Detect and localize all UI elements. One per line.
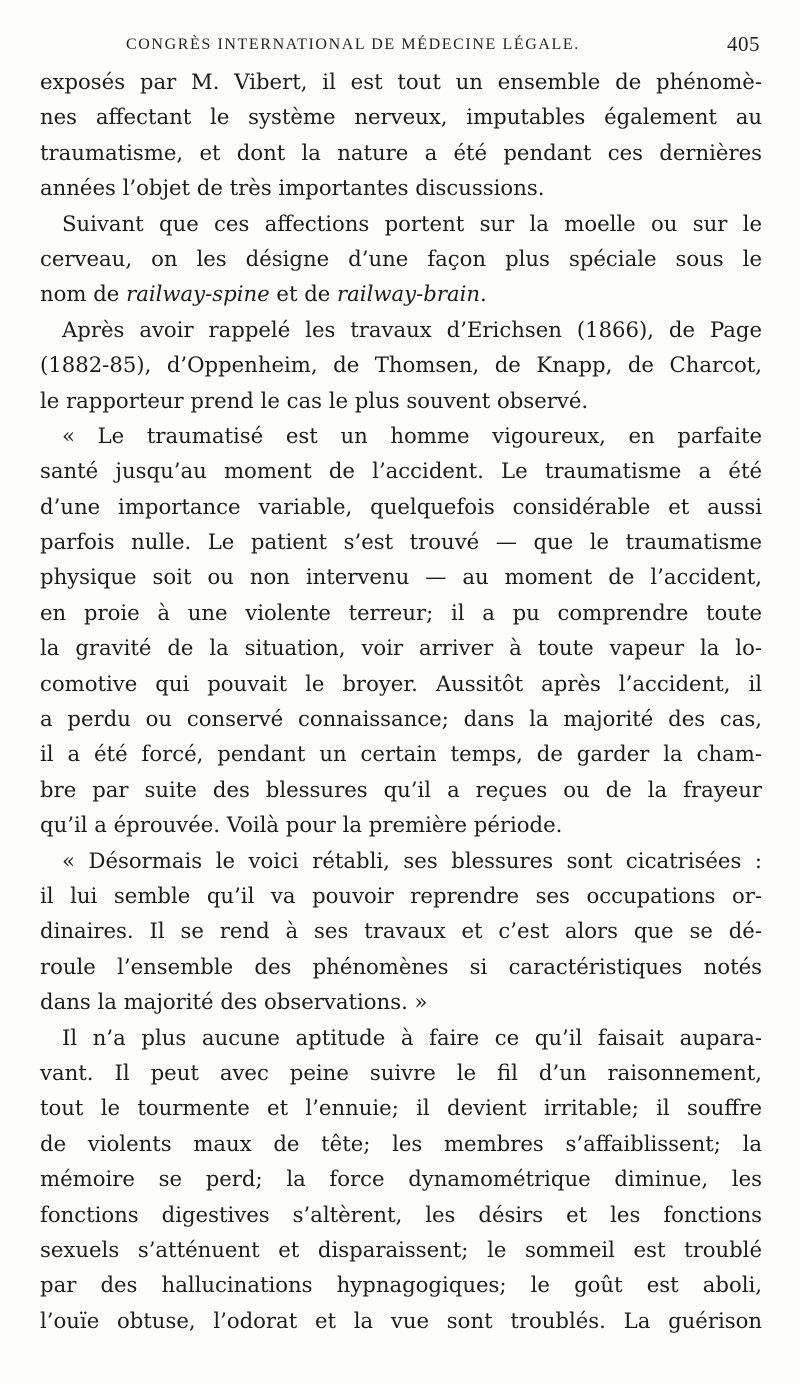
text-line: l’ouïe obtuse, l’odorat et la vue sont troublés. La guérison — [40, 1307, 762, 1333]
text-line: cerveau, on les désigne d’une façon plus spéciale sous le — [40, 245, 762, 271]
text-line: en proie à une violente terreur; il a pu comprendre toute — [40, 599, 762, 625]
paragraph-first-line: Suivant que ces affections portent sur la moelle ou sur le — [62, 210, 762, 236]
running-header — [40, 34, 762, 64]
text-line: mémoire se perd; la force dynamométrique diminue, les — [40, 1166, 762, 1192]
text-fragment: nom de — [40, 281, 127, 307]
paragraph-first-line: « Le traumatisé est un homme vigoureux, en parfaite — [62, 422, 762, 448]
text-line-with-terms — [40, 276, 762, 311]
text-line: sexuels s’atténuent et disparaissent; le sommeil est troublé — [40, 1236, 762, 1262]
paragraph-first-line: Il n’a plus aucune aptitude à faire ce qu’il faisait aupara- — [62, 1024, 762, 1050]
text-line: (1882-85), d’Oppenheim, de Thomsen, de Knapp, de Charcot, — [40, 352, 762, 378]
text-line: bre par suite des blessures qu’il a reçues ou de la frayeur — [40, 776, 762, 802]
text-line: exposés par M. Vibert, il est tout un ensemble de phénomè- — [40, 69, 762, 94]
italic-term: railway-brain — [337, 281, 481, 307]
text-fragment: et de — [269, 281, 338, 307]
text-line: vant. Il peut avec peine suivre le fil d’un raisonnement, — [40, 1059, 762, 1085]
text-line: comotive qui pouvait le broyer. Aussitôt après l’accident, il — [40, 670, 762, 696]
text-line: a perdu ou conservé connaissance; dans la majorité des cas, — [40, 706, 762, 732]
text-line: dinaires. Il se rend à ses travaux et c’est alors que se dé- — [40, 918, 762, 944]
text-line: par des hallucinations hypnagogiques; le goût est aboli, — [40, 1272, 762, 1298]
text-line: roule l’ensemble des phénomènes si caractéristiques notés — [40, 953, 762, 979]
paragraph-first-line: « Désormais le voici rétabli, ses blessures sont cicatrisées : — [62, 847, 762, 873]
text-line: d’une importance variable, quelquefois considérable et aussi — [40, 493, 762, 519]
text-line: physique soit ou non intervenu — au moment de l’accident, — [40, 564, 762, 590]
text-line: santé jusqu’au moment de l’accident. Le traumatisme a été — [40, 458, 762, 484]
text-fragment: . — [480, 281, 487, 307]
running-title: CONGRÈS INTERNATIONAL DE MÉDECINE LÉGALE. — [126, 36, 580, 53]
text-line: dans la majorité des observations. » — [40, 989, 428, 1015]
text-line: de violents maux de tête; les membres s’affaiblissent; la — [40, 1130, 762, 1156]
text-line: fonctions digestives s’altèrent, les désirs et les fonctions — [40, 1201, 762, 1227]
text-line: la gravité de la situation, voir arriver à toute vapeur la lo- — [40, 635, 762, 661]
text-line: il a été forcé, pendant un certain temps, de garder la cham- — [40, 741, 762, 767]
page-body — [40, 64, 762, 1338]
text-line: nes affectant le système nerveux, imputables également au — [40, 104, 762, 130]
page-number: 405 — [727, 32, 760, 56]
text-line: traumatisme, et dont la nature a été pendant ces dernières — [40, 139, 762, 165]
text-line: tout le tourmente et l’ennuie; il devient irritable; il souffre — [40, 1095, 762, 1121]
text-line: il lui semble qu’il va pouvoir reprendre ses occupations or- — [40, 882, 762, 908]
text-line: le rapporteur prend le cas le plus souvent observé. — [40, 387, 589, 413]
text-line: années l’objet de très importantes discussions. — [40, 175, 545, 201]
paragraph-first-line: Après avoir rappelé les travaux d’Erichsen (1866), de Page — [62, 316, 762, 342]
text-line: qu’il a éprouvée. Voilà pour la première période. — [40, 812, 563, 838]
text-line: parfois nulle. Le patient s’est trouvé — que le traumatisme — [40, 529, 762, 555]
italic-term: railway-spine — [126, 281, 270, 307]
